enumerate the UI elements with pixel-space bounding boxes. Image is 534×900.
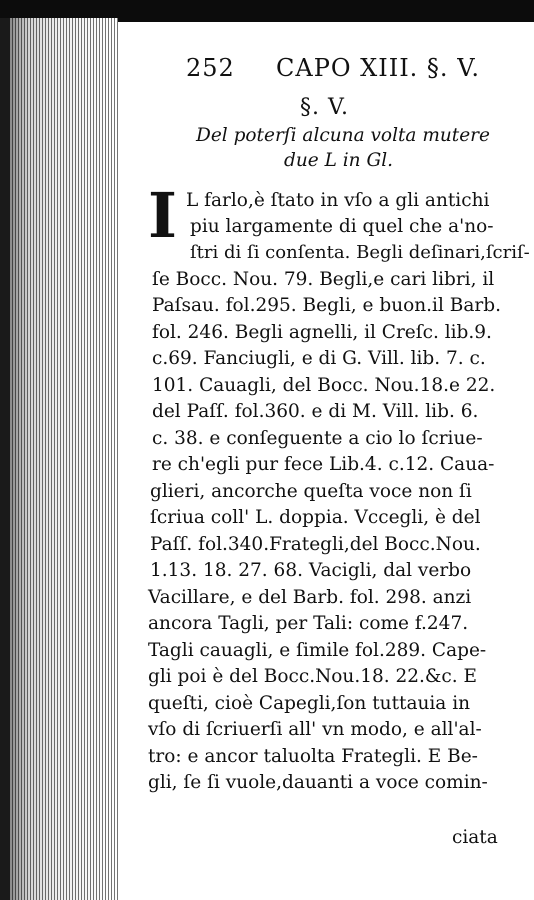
body-line: 1.13. 18. 27. 68. Vacigli, dal verbo <box>150 560 472 581</box>
section-heading: §. V. <box>300 95 350 120</box>
drop-cap: I <box>148 179 178 252</box>
body-line: queſti, cioè Capegli,ſon tuttauia in <box>148 693 471 714</box>
body-line: fol. 246. Begli agnelli, il Creſc. lib.9. <box>152 322 492 343</box>
book-gutter-edge <box>0 18 10 900</box>
section-title-line-1: Del poterſi alcuna volta mutere <box>196 125 490 146</box>
body-line: ſcriua coll' L. doppia. Vccegli, è del <box>150 507 481 528</box>
page-number: 252 <box>186 54 235 82</box>
book-gutter <box>0 18 118 900</box>
body-line: tro: e ancor taluolta Frategli. E Be- <box>148 746 478 767</box>
body-line: c.69. Fanciugli, e di G. Vill. lib. 7. c. <box>152 348 486 369</box>
running-title: CAPO XIII. §. V. <box>276 54 480 82</box>
body-line: Tagli cauagli, e ſimile fol.289. Cape- <box>148 640 487 661</box>
body-line: 101. Cauagli, del Bocc. Nou.18.e 22. <box>152 375 496 396</box>
body-line: ſe Bocc. Nou. 79. Begli,e cari libri, il <box>152 269 495 290</box>
body-line: glieri, ancorche queſta voce non ſi <box>150 481 472 502</box>
body-line: Paſsau. fol.295. Begli, e buon.il Barb. <box>152 295 501 316</box>
body-line: gli poi è del Bocc.Nou.18. 22.&c. E <box>148 666 478 687</box>
body-line: Paſſ. fol.340.Frategli,del Bocc.Nou. <box>150 534 481 555</box>
section-title-line-2: due L in Gl. <box>284 150 394 171</box>
body-line: L farlo,è ſtato in vſo a gli antichi <box>186 190 490 211</box>
body-line: Vacillare, e del Barb. fol. 298. anzi <box>148 587 472 608</box>
body-line: vſo di ſcriuerſi all' vn modo, e all'al- <box>148 719 482 740</box>
body-line: piu largamente di quel che a'no- <box>190 216 494 237</box>
body-line: del Paſſ. fol.360. e di M. Vill. lib. 6. <box>152 401 479 422</box>
body-line: ancora Tagli, per Tali: come f.247. <box>148 613 469 634</box>
catchword: ciata <box>452 827 498 848</box>
body-line: re ch'egli pur fece Lib.4. c.12. Caua- <box>152 454 495 475</box>
body-line: c. 38. e conſeguente a cio lo ſcriue- <box>152 428 483 449</box>
body-line: ſtri di ſi conſenta. Begli deſinari,ſcriſ- <box>190 242 530 263</box>
running-head <box>186 52 526 88</box>
body-line: gli, ſe ſi vuole,dauanti a voce comin- <box>148 772 488 793</box>
